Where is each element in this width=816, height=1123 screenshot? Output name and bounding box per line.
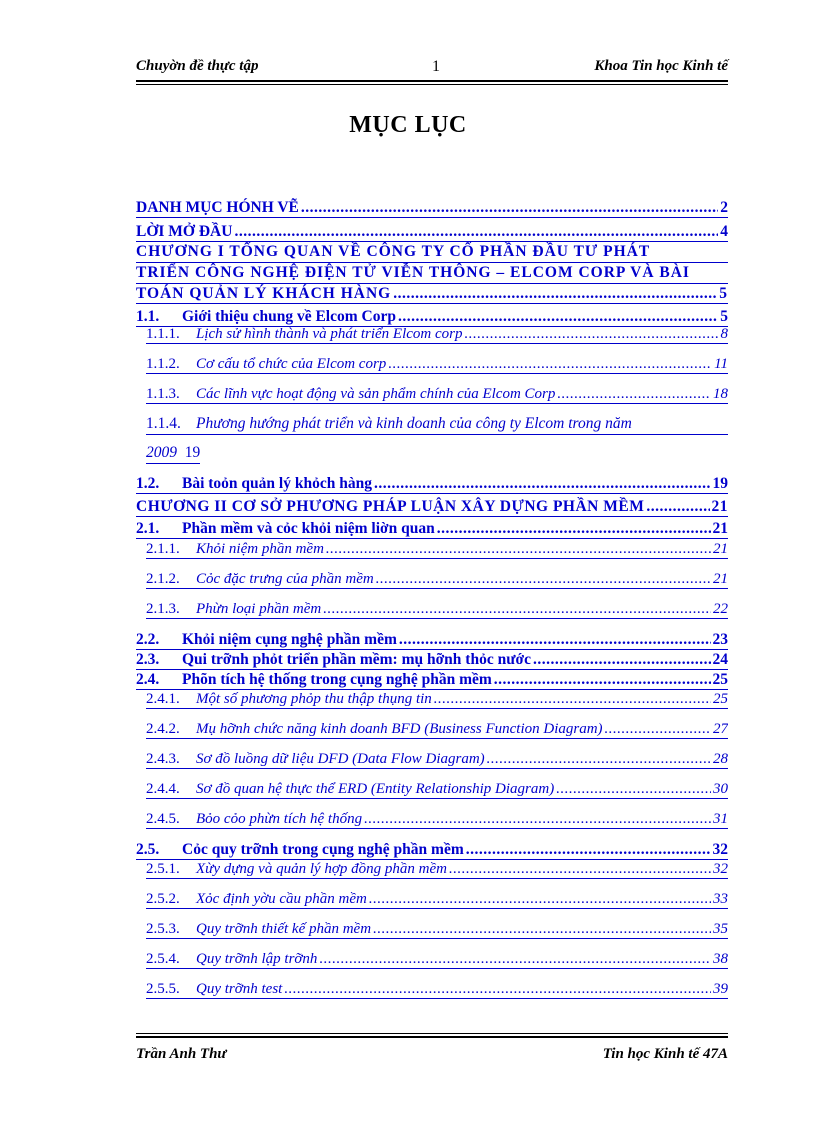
- page-footer: [136, 1046, 728, 1068]
- toc-entry-line[interactable]: 1.1.4. Phương hướng phát triển và kinh doanh của công ty Elcom trong năm: [146, 414, 728, 435]
- toc-entry[interactable]: DANH MỤC HÓNH VẼ ..... 2: [136, 198, 728, 218]
- toc-entry[interactable]: 1.1. Giới thiệu chung về Elcom Corp ..... 5: [136, 307, 728, 327]
- header-right: Khoa Tin học Kinh tế: [594, 58, 728, 74]
- toc-entry[interactable]: 2.4.4. Sơ đồ quan hệ thực thể ERD (Entity Relationship Diagram) ..... 30: [146, 779, 728, 799]
- toc-entry[interactable]: 2.4.1. Một số phương phỏp thu thập thụng tin ..... 25: [146, 689, 728, 709]
- footer-rule-thin: [136, 1033, 728, 1034]
- toc-entry[interactable]: 2.1.3. Phừn loại phần mềm ..... 22: [146, 599, 728, 619]
- toc-entry[interactable]: 2.5.4. Quy trỡnh lập trỡnh ..... 38: [146, 949, 728, 969]
- header-rule: [136, 80, 728, 82]
- page-number: 1: [432, 58, 440, 75]
- toc-entry[interactable]: 2.4.2. Mụ hỡnh chức năng kinh doanh BFD (Business Function Diagram) ..... 27: [146, 719, 728, 739]
- toc-entry[interactable]: 1.1.3. Các lĩnh vực hoạt động và sản phẩm chính của Elcom Corp ..... 18: [146, 384, 728, 404]
- toc-entry[interactable]: 2.5.2. Xỏc định yờu cầu phần mềm ..... 33: [146, 889, 728, 909]
- page-header: [136, 58, 728, 80]
- toc-entry[interactable]: 2.4.5. Bỏo cỏo phừn tích hệ thống ..... 31: [146, 809, 728, 829]
- footer-right: Tin học Kinh tế 47A: [602, 1046, 728, 1062]
- toc-entry[interactable]: 1.1.2. Cơ cấu tổ chức của Elcom corp ..... 11: [146, 354, 728, 374]
- toc-chapter-line[interactable]: CHƯƠNG I TỔNG QUAN VỀ CÔNG TY CỔ PHẦN ĐẦU TƯ PHÁT: [136, 242, 728, 263]
- toc-entry[interactable]: 1.1.1. Lịch sử hình thành và phát triển Elcom corp ..... 8: [146, 324, 728, 344]
- toc-entry[interactable]: CHƯƠNG II CƠ SỞ PHƯƠNG PHÁP LUẬN XÂY DỰNG PHẦN MỀM ..... 21: [136, 497, 728, 517]
- toc-entry[interactable]: 2.1.2. Cỏc đặc trưng của phần mềm ..... 21: [146, 569, 728, 589]
- toc-entry[interactable]: 2.5.5. Quy trỡnh test ..... 39: [146, 979, 728, 999]
- toc-entry[interactable]: 2.3. Qui trỡnh phỏt triển phần mềm: mụ hỡnh thỏc nước ..... 24: [136, 650, 728, 670]
- toc-entry[interactable]: LỜI MỞ ĐẦU ..... 4: [136, 222, 728, 242]
- footer-rule: [136, 1036, 728, 1038]
- toc-entry[interactable]: 2.5.1. Xừy dựng và quản lý hợp đồng phần mềm ..... 32: [146, 859, 728, 879]
- toc-entry[interactable]: 2.4.3. Sơ đồ luồng dữ liệu DFD (Data Flow Diagram) ..... 28: [146, 749, 728, 769]
- page-title: MỤC LỤC: [349, 112, 467, 138]
- toc-chapter-line[interactable]: TRIỂN CÔNG NGHỆ ĐIỆN TỬ VIỄN THÔNG – ELCOM CORP VÀ BÀI: [136, 263, 728, 284]
- toc-entry[interactable]: 2.1. Phần mềm và cỏc khỏi niệm liờn quan ..... 21: [136, 519, 728, 539]
- toc-entry[interactable]: TOÁN QUẢN LÝ KHÁCH HÀNG ..... 5: [136, 284, 728, 304]
- header-left: Chuyờn đề thực tập: [136, 58, 259, 74]
- toc-entry[interactable]: 2.4. Phõn tích hệ thống trong cụng nghệ phần mềm ..... 25: [136, 670, 728, 690]
- header-rule-thin: [136, 84, 728, 85]
- toc-entry[interactable]: 2.1.1. Khỏi niệm phần mềm ..... 21: [146, 539, 728, 559]
- toc-entry[interactable]: 1.2. Bài toỏn quản lý khỏch hàng ..... 19: [136, 474, 728, 494]
- toc-entry-line[interactable]: 2009 19: [146, 443, 200, 464]
- toc-entry[interactable]: 2.2. Khỏi niệm cụng nghệ phần mềm ..... 23: [136, 630, 728, 650]
- toc-entry[interactable]: 2.5. Cỏc quy trỡnh trong cụng nghệ phần mềm ..... 32: [136, 840, 728, 860]
- footer-left: Trần Anh Thư: [136, 1046, 227, 1062]
- toc-entry[interactable]: 2.5.3. Quy trỡnh thiết kế phần mềm ..... 35: [146, 919, 728, 939]
